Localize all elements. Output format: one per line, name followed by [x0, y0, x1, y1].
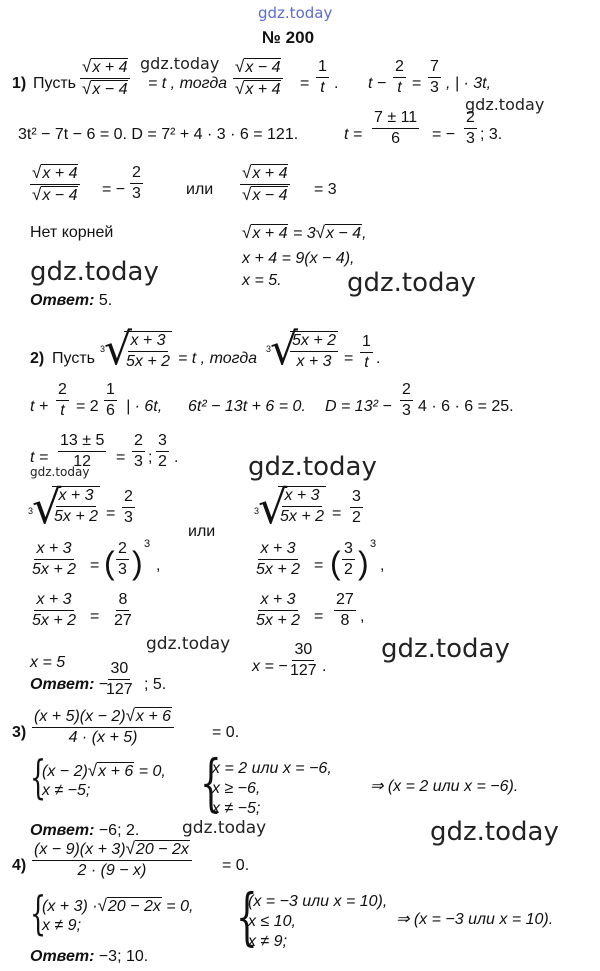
- cube-root-index: 3: [266, 344, 272, 354]
- fraction: $\frac{2}{3}$: [132, 164, 141, 202]
- exponent: 3: [144, 538, 151, 550]
- problem-title: № 200: [262, 28, 315, 47]
- fraction: $\frac{2}{3}$: [466, 109, 475, 147]
- text: =: [90, 557, 100, 574]
- watermark: gdz.today: [182, 818, 267, 838]
- fraction: $\frac{2}{3}$: [118, 540, 127, 578]
- text: x + 4 = 9(x − 4),: [242, 250, 355, 267]
- fraction: $\frac{3}{2}$: [344, 540, 353, 578]
- text: ,: [156, 557, 161, 574]
- text: = −: [102, 181, 126, 198]
- fraction: $\frac{5x + 2}{x + 3}$: [292, 332, 337, 370]
- part-2-number: 2): [30, 350, 45, 367]
- text: =: [300, 75, 310, 92]
- text: Нет корней: [30, 224, 114, 241]
- text: t =: [344, 126, 363, 143]
- fraction: $\frac{(x - 9)(x + 3)√20 - 2x}{2 \cdot (9 - x)}$: [32, 840, 192, 880]
- text: .: [174, 449, 179, 466]
- text: = 3: [314, 181, 337, 198]
- text: = t , тогда: [178, 350, 258, 367]
- text: = 0.: [222, 857, 250, 874]
- fraction: $\frac{x + 3}{5x + 2}$: [32, 591, 77, 629]
- system-line: x ≤ 10,: [248, 913, 296, 930]
- fraction: $\frac{13 \pm 5}{12}$: [60, 432, 105, 470]
- part-4-number: 4): [12, 857, 27, 874]
- text: ; 3.: [480, 126, 503, 143]
- watermark-top: gdz.today: [258, 4, 333, 22]
- text: = −: [432, 126, 456, 143]
- text: = t , тогда: [148, 75, 228, 92]
- fraction: $\frac{2}{t}$: [395, 58, 404, 96]
- text: =: [332, 505, 342, 522]
- text: =: [344, 350, 354, 367]
- fraction: $\frac{x + 3}{5x + 2}$: [126, 332, 171, 370]
- text: = 0.: [212, 724, 240, 741]
- text: ⇒ (x = 2 или x = −6).: [370, 778, 519, 795]
- radical-sign: √: [32, 480, 62, 534]
- text: 3t² − 7t − 6 = 0. D = 7² + 4 · 3 · 6 = 121.: [18, 126, 299, 143]
- fraction: $\frac{30}{127}$: [290, 641, 317, 679]
- cube-root-index: 3: [28, 506, 34, 516]
- system-line: (x − 2)√x + 6 = 0,: [42, 761, 166, 780]
- fraction: $\frac{27}{8}$: [336, 591, 354, 629]
- cube-root-index: 3: [254, 506, 260, 516]
- answer-1: Ответ: 5.: [30, 292, 113, 309]
- text: ,: [380, 557, 385, 574]
- system-brace: {: [200, 746, 222, 819]
- system-line: x ≠ −5;: [42, 782, 91, 799]
- part-1-number: 1): [12, 75, 27, 92]
- exponent: 3: [370, 538, 377, 550]
- paren-close: ): [132, 545, 143, 581]
- text: t +: [30, 398, 49, 415]
- fraction: $\frac{3}{2}$: [352, 488, 361, 526]
- text: ,: [360, 608, 365, 625]
- fraction: $\frac{2}{3}$: [402, 381, 411, 419]
- text: x = 5.: [242, 272, 282, 289]
- fraction: $\frac{x + 3}{5x + 2}$: [256, 591, 301, 629]
- watermark: gdz.today: [30, 465, 90, 479]
- text: D = 13² −: [325, 398, 392, 415]
- watermark: gdz.today: [381, 634, 510, 664]
- radical-sign: √: [104, 324, 133, 375]
- text: =: [412, 75, 422, 92]
- system-brace: {: [30, 750, 47, 804]
- text: t −: [368, 75, 387, 92]
- watermark: gdz.today: [248, 452, 377, 482]
- watermark: gdz.today: [140, 54, 220, 73]
- fraction: $\frac{1}{t}$: [318, 58, 327, 96]
- text: x = −: [252, 658, 288, 675]
- text: .: [322, 658, 327, 675]
- answer-2: Ответ: −: [30, 676, 109, 693]
- answer-4: Ответ: −3; 10.: [30, 948, 149, 965]
- system-brace: {: [236, 880, 258, 953]
- text: 4 · 6 · 6 = 25.: [418, 398, 514, 415]
- fraction: $\frac{√x + 4}{√x - 4}$: [240, 164, 290, 205]
- fraction: $\frac{3}{2}$: [158, 432, 167, 470]
- text: x = 5: [30, 654, 66, 671]
- fraction: $\frac{2}{t}$: [58, 381, 67, 419]
- fraction: $\frac{x + 3}{5x + 2}$: [256, 540, 301, 578]
- text: | · 6t,: [126, 398, 163, 415]
- system-line: x = 2 или x = −6,: [212, 760, 332, 777]
- fraction: $\frac{√x + 4}{√x - 4}$: [80, 58, 130, 99]
- fraction: $\frac{8}{27}$: [114, 591, 132, 629]
- fraction: $\frac{1}{6}$: [106, 381, 115, 419]
- fraction: $\frac{(x + 5)(x - 2)√x + 6}{4 \cdot (x + 5)}$: [32, 707, 174, 747]
- fraction: $\frac{x + 3}{5x + 2}$: [280, 487, 325, 525]
- paren-open: (: [330, 545, 341, 581]
- text: =: [116, 449, 126, 466]
- text: , | · 3t,: [446, 75, 492, 92]
- text: =: [314, 557, 324, 574]
- fraction: $\frac{√x - 4}{√x + 4}$: [233, 58, 283, 99]
- radical-sign: √: [258, 480, 288, 534]
- radical-sign: √: [270, 324, 299, 375]
- text: или: [186, 181, 214, 198]
- cube-root-index: 3: [100, 344, 106, 354]
- text: ;: [148, 449, 153, 466]
- fraction: $\frac{x + 3}{5x + 2}$: [54, 487, 99, 525]
- watermark: gdz.today: [30, 257, 159, 287]
- text: Пусть: [52, 350, 95, 367]
- watermark: gdz.today: [430, 817, 559, 847]
- fraction: $\frac{30}{127}$: [106, 660, 133, 698]
- text: =: [106, 505, 116, 522]
- fraction: $\frac{7}{3}$: [430, 58, 439, 96]
- fraction: $\frac{2}{3}$: [134, 432, 143, 470]
- text: или: [188, 523, 216, 540]
- text: =: [90, 608, 100, 625]
- system-line: (x + 3) ·√20 − 2x = 0,: [42, 896, 194, 915]
- system-line: x ≠ 9;: [248, 933, 288, 950]
- text: ⇒ (x = −3 или x = 10).: [396, 911, 554, 928]
- part-3-number: 3): [12, 724, 27, 741]
- system-line: x ≠ −5;: [212, 800, 261, 817]
- text: ; 5.: [144, 676, 167, 693]
- text: 6t² − 13t + 6 = 0.: [188, 398, 306, 415]
- system-line: x ≥ −6,: [212, 780, 261, 797]
- watermark: gdz.today: [146, 634, 231, 654]
- watermark: gdz.today: [347, 268, 476, 298]
- paren-open: (: [104, 545, 115, 581]
- text: t =: [30, 449, 49, 466]
- system-brace: {: [30, 886, 47, 940]
- system-line: x ≠ 9;: [42, 917, 82, 934]
- paren-close: ): [358, 545, 369, 581]
- text: = 2: [76, 398, 99, 415]
- answer-3: Ответ: −6; 2.: [30, 822, 140, 839]
- text: =: [314, 608, 324, 625]
- fraction: $\frac{7 \pm 11}{6}$: [374, 109, 418, 147]
- fraction: $\frac{1}{t}$: [362, 333, 371, 371]
- sqrt-equation: √x + 4 = 3√x − 4,: [242, 223, 367, 242]
- watermark: gdz.today: [465, 95, 545, 114]
- system-line: (x = −3 или x = 10),: [248, 893, 388, 910]
- fraction: $\frac{x + 3}{5x + 2}$: [32, 540, 77, 578]
- text: .: [376, 350, 381, 367]
- text: Пусть: [33, 75, 76, 92]
- fraction: $\frac{2}{3}$: [124, 488, 133, 526]
- fraction: $\frac{√x + 4}{√x - 4}$: [30, 164, 80, 205]
- text: .: [334, 75, 339, 92]
